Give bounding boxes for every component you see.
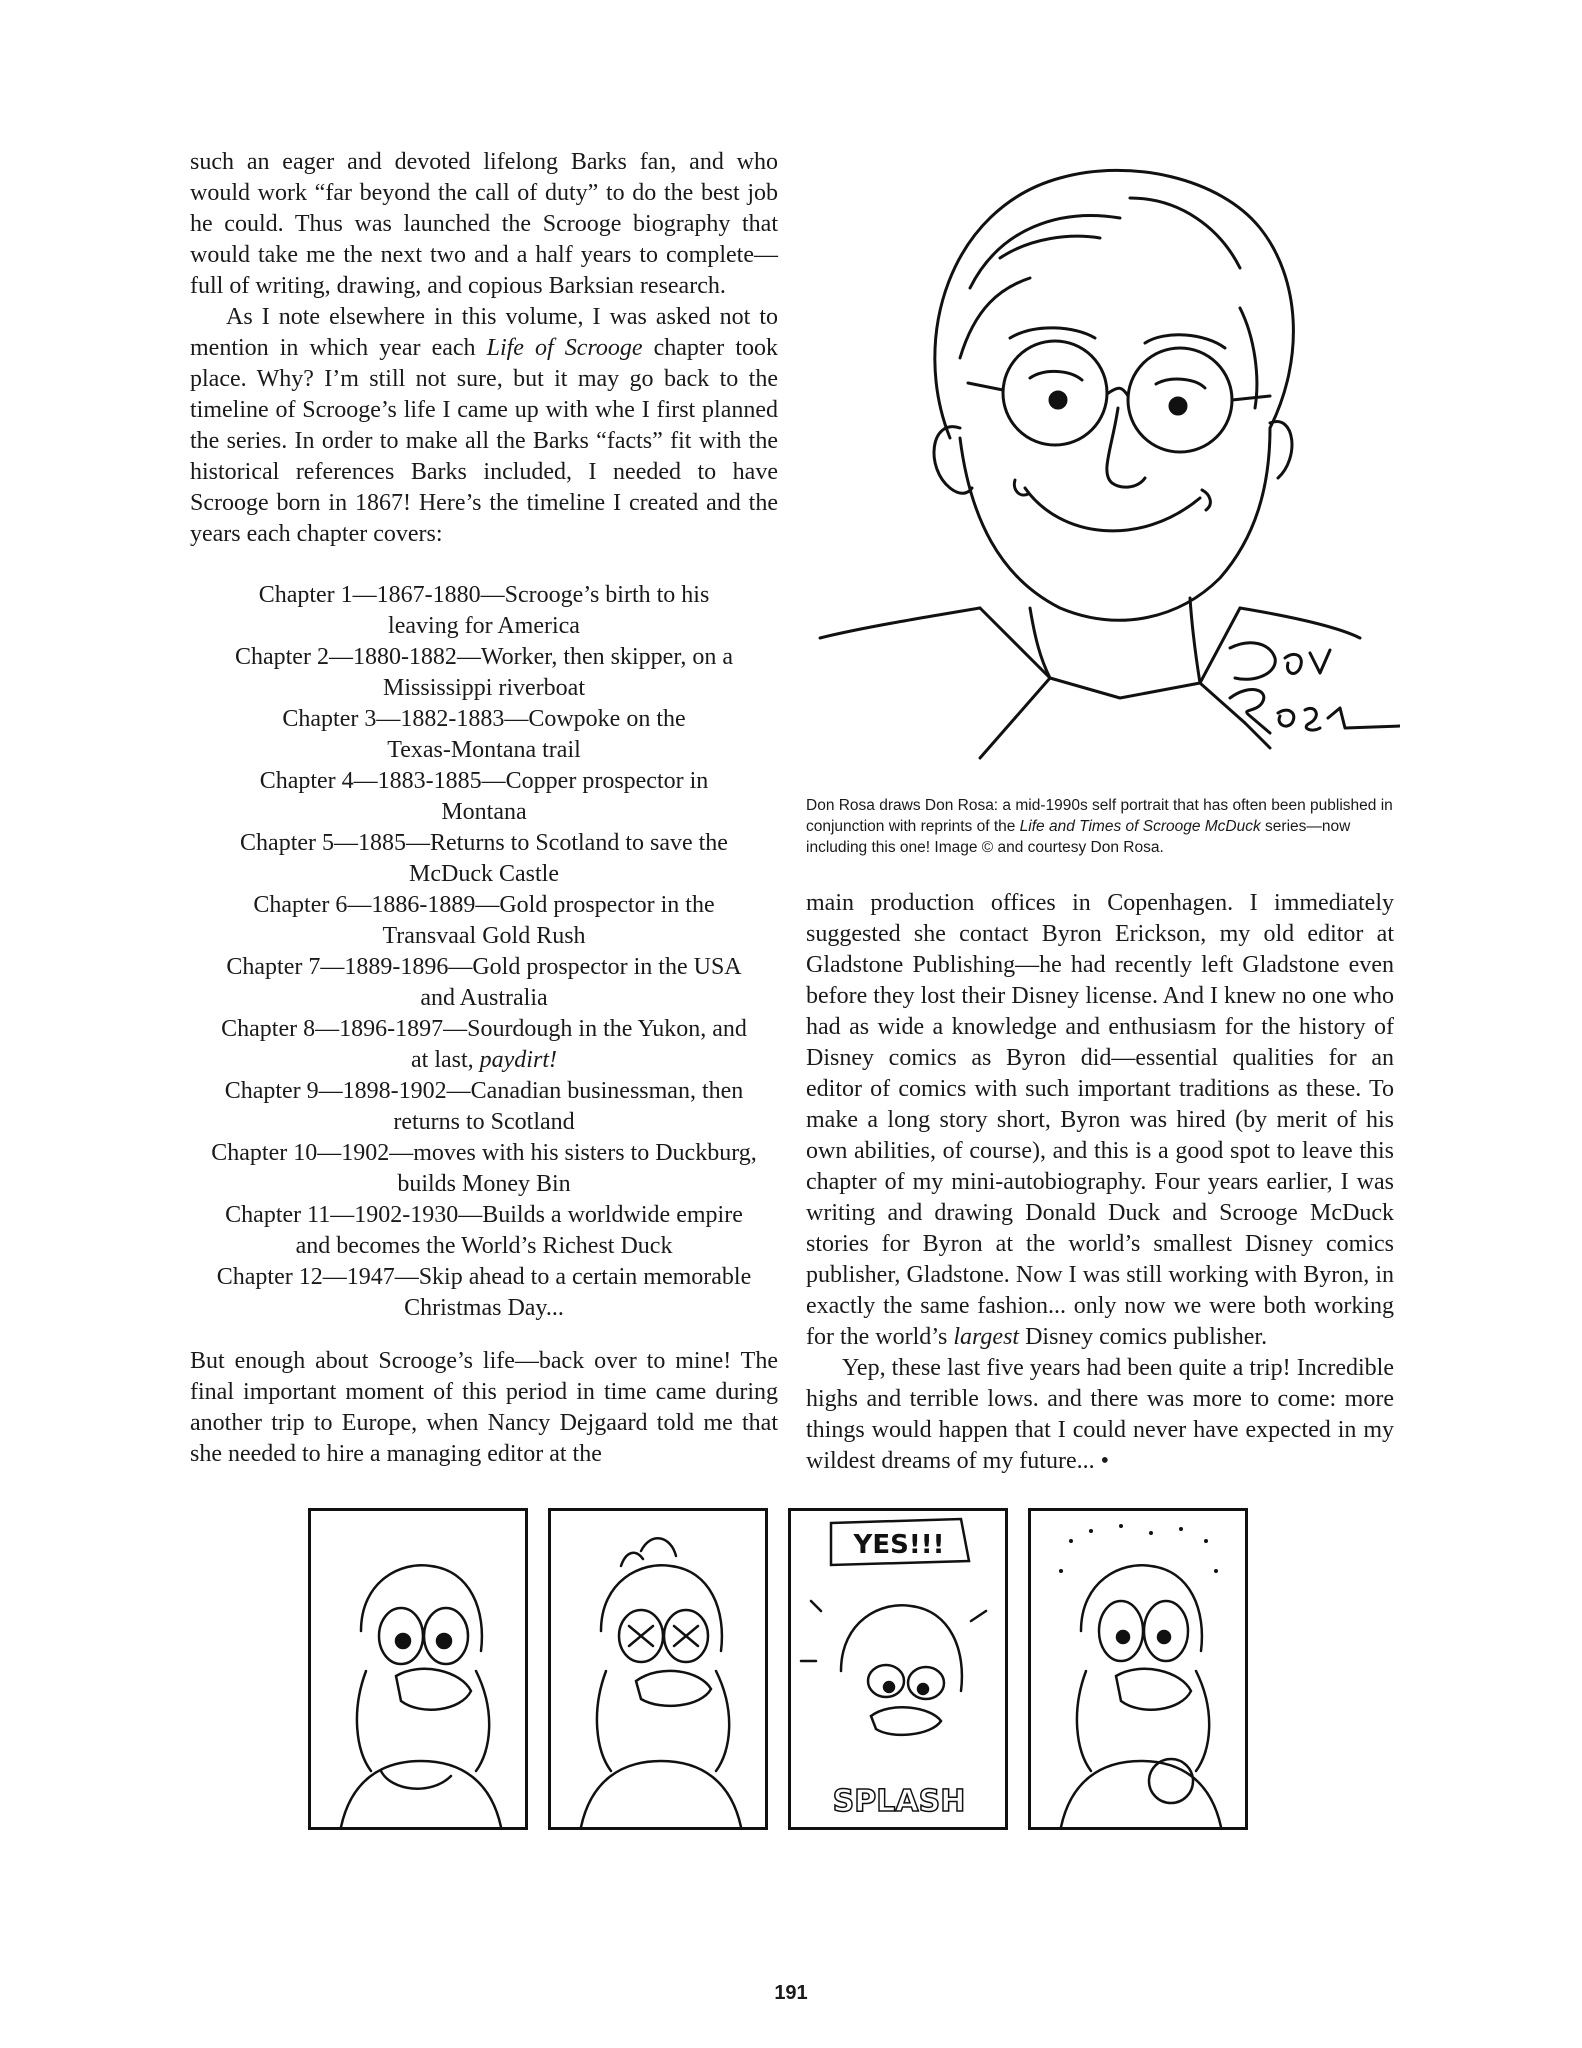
chapter-entry: Chapter 2—1880-1882—Worker, then skipper, on a Mississippi riverboat [234,644,734,701]
body-paragraph [806,888,1394,1353]
text-run: series—now including this one! Image © and courtesy Don Rosa. [806,818,1351,856]
chapter-entry: Chapter 7—1889-1896—Gold prospector in the USA and Australia [226,954,742,1011]
chapter-entry: Chapter 12—1947—Skip ahead to a certain memorable Christmas Day... [216,1264,752,1321]
italic-title: Life of Scrooge [486,335,643,361]
italic-word: largest [953,1324,1020,1350]
self-portrait-illustration [800,138,1400,790]
comic-strip [308,1508,1408,1838]
text-run: As I note elsewhere in this volume, I was asked not to mention in which year each [190,304,778,361]
duck-face-panel-4 [1031,1511,1245,1827]
chapter-entry: Chapter 11—1902-1930—Builds a worldwide empire and becomes the World’s Richest Duck [225,1202,743,1259]
body-paragraph [190,302,778,550]
left-column-bottom [190,1346,778,1470]
comic-panel [1028,1508,1248,1830]
chapter-entry: Chapter 4—1883-1885—Copper prospector in Montana [259,768,709,825]
text-run: main production offices in Copenhagen. I immediately suggested she contact Byron Erickson, my old editor at Gladstone Publishing—he had recently left Gladstone even before they lost their Disney license. And I knew no one who had as wide a knowledge and enthusiasm for the history of Disney comics as Byron did—essential qualities for an editor of comics with such important traditions as these. To make a long story short, Byron was hired (by merit of his own abilities, of course), and this is a good spot to leave this chapter of my mini-autobiography. Four years earlier, I was writing and drawing Donald Duck and Scrooge McDuck stories for Byron at the world’s smallest Disney comics publisher, Gladstone. Now I was still working with Byron, in exactly the same fashion... only now we were both working for the world’s [806,890,1394,1350]
duck-face-panel-1 [311,1511,525,1827]
body-paragraph: Yep, these last five years had been quite a trip! Incredible highs and terrible lows. and there was more to come: more things would happen that I could never have expected in my wildest dreams of my future... • [806,1355,1394,1474]
body-paragraph: But enough about Scrooge’s life—back over to mine! The final important moment of this period in time came during another trip to Europe, when Nancy Dejgaard told me that she needed to hire a managing editor at the [190,1348,778,1467]
right-column [806,888,1394,1477]
body-paragraph: such an eager and devoted lifelong Barks fan, and who would work “far beyond the call of duty” to do the best job he could. Thus was launched the Scrooge biography that would take me the next two and a half years to complete—full of writing, drawing, and copious Barksian research. [190,149,778,299]
text-run: chapter took place. Why? I’m still not sure, but it may go back to the timeline of Scrooge’s life I came up with whe I first planned the series. In order to make all the Barks “facts” fit with the historical references Barks included, I needed to have Scrooge born in 1867! Here’s the timeline I created and the years each chapter covers: [190,335,778,547]
italic-title: Life and Times of Scrooge McDuck [1019,818,1261,835]
chapter-entry: Chapter 5—1885—Returns to Scotland to save the McDuck Castle [240,830,728,887]
text-run: Disney comics publisher. [1019,1324,1268,1350]
chapter-entry: Chapter 3—1882-1883—Cowpoke on the Texas-Montana trail [282,706,686,763]
chapter-timeline [190,580,778,1324]
yes-sound-effect: YES!!! [853,1530,945,1560]
portrait-caption [806,795,1394,858]
page-number: 191 [774,1982,808,2004]
comic-panel [308,1508,528,1830]
chapter-entry: Chapter 1—1867-1880—Scrooge’s birth to his leaving for America [258,582,710,639]
splash-sound-effect: SPLASH [832,1784,966,1819]
chapter-entry: Chapter 8—1896-1897—Sourdough in the Yukon, and at last, paydirt! [221,1016,747,1073]
chapter-entry: Chapter 9—1898-1902—Canadian businessman, then returns to Scotland [224,1078,744,1135]
left-column-top [190,147,778,550]
duck-face-panel-3 [791,1511,1005,1827]
comic-panel [788,1508,1008,1830]
text-run: Don Rosa draws Don Rosa: a mid-1990s self portrait that has often been published in conjunction with reprints of the [806,797,1393,835]
comic-panel [548,1508,768,1830]
duck-face-panel-2 [551,1511,765,1827]
chapter-entry: Chapter 6—1886-1889—Gold prospector in the Transvaal Gold Rush [253,892,715,949]
chapter-entry: Chapter 10—1902—moves with his sisters to Duckburg, builds Money Bin [211,1140,757,1197]
